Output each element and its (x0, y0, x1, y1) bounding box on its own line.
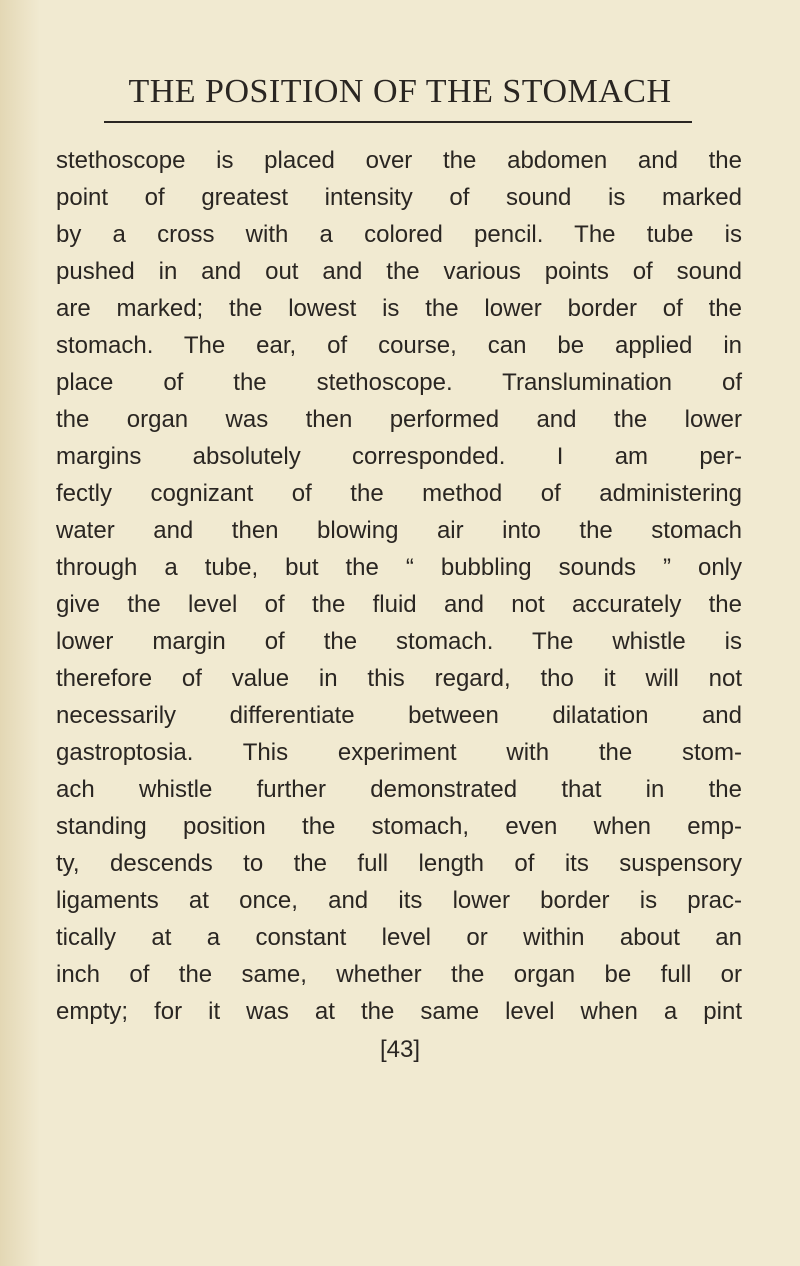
text-line: pushed in and out and the various points of sound (56, 258, 742, 285)
text-line: necessarily differentiate between dilatation and (56, 702, 742, 729)
text-line: ligaments at once, and its lower border is prac- (56, 887, 742, 914)
text-line: standing position the stomach, even when emp- (56, 813, 742, 840)
running-head: THE POSITION OF THE STOMACH (128, 73, 672, 110)
text-line: stethoscope is placed over the abdomen and the (56, 147, 742, 174)
text-line: are marked; the lowest is the lower border of the (56, 295, 742, 322)
text-line: the organ was then performed and the lower (56, 406, 742, 433)
body-text (56, 142, 742, 1030)
header-rule (104, 121, 692, 123)
text-line: give the level of the fluid and not accurately the (56, 591, 742, 618)
page-edge-shadow (0, 0, 40, 1266)
text-line: by a cross with a colored pencil. The tube is (56, 221, 742, 248)
text-line: ach whistle further demonstrated that in the (56, 776, 742, 803)
text-line: therefore of value in this regard, tho it will not (56, 665, 742, 692)
text-line: place of the stethoscope. Translumination of (56, 369, 742, 396)
text-line: empty; for it was at the same level when a pint (56, 998, 742, 1025)
text-line: ty, descends to the full length of its suspensory (56, 850, 742, 877)
text-line: inch of the same, whether the organ be full or (56, 961, 742, 988)
text-line: fectly cognizant of the method of administering (56, 480, 742, 507)
text-line: point of greatest intensity of sound is marked (56, 184, 742, 211)
text-line: stomach. The ear, of course, can be applied in (56, 332, 742, 359)
text-line: water and then blowing air into the stomach (56, 517, 742, 544)
text-line: through a tube, but the “ bubbling sounds ” only (56, 554, 742, 581)
text-line: lower margin of the stomach. The whistle is (56, 628, 742, 655)
text-line: gastroptosia. This experiment with the stom- (56, 739, 742, 766)
text-line: margins absolutely corresponded. I am per- (56, 443, 742, 470)
page-number: [43] (379, 1036, 421, 1063)
text-line: tically at a constant level or within about an (56, 924, 742, 951)
